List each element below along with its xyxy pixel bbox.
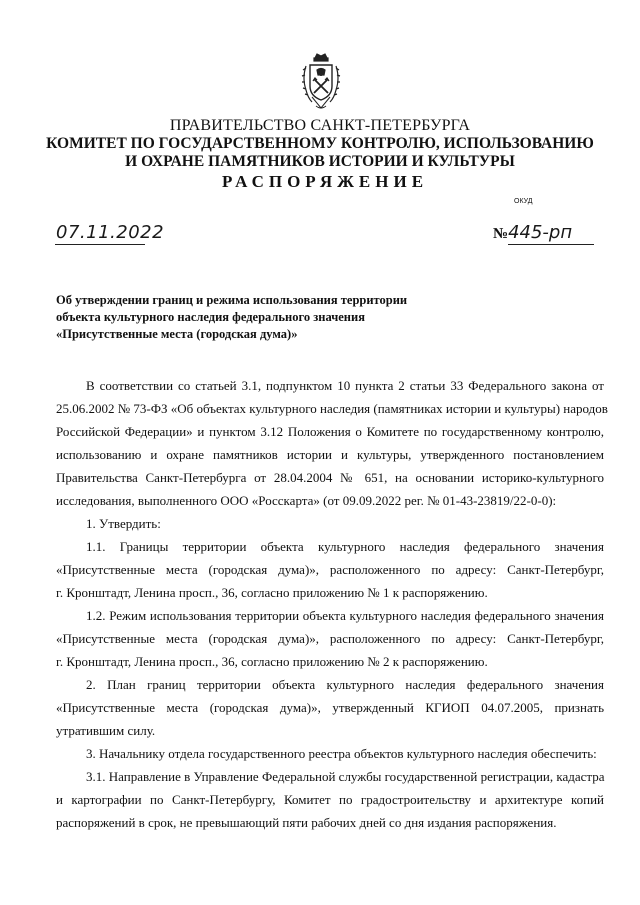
title-line: объекта культурного наследия федерального значения: [56, 310, 365, 324]
body-line: г. Кронштадт, Ленина просп., 36, согласно приложению № 2 к распоряжению.: [56, 654, 488, 669]
number-underline: [508, 244, 594, 245]
document-type: РАСПОРЯЖЕНИЕ: [221, 172, 429, 191]
body-line: утратившим силу.: [56, 723, 156, 738]
body-line: Российской Федерации» и пунктом 3.12 Положения о Комитете по государственному контролю,: [56, 424, 604, 439]
number-sign: №: [493, 226, 509, 242]
okud-label: ОКУД: [514, 198, 533, 205]
body-line: 1.1. Границы территории объекта культурного наследия федерального значения: [86, 539, 604, 554]
document-number: [493, 222, 572, 243]
body-line: 3. Начальнику отдела государственного реестра объектов культурного наследия обеспечить:: [86, 746, 597, 761]
committee-name-line-1: КОМИТЕТ ПО ГОСУДАРСТВЕННОМУ КОНТРОЛЮ, ИСПОЛЬЗОВАНИЮ: [46, 135, 594, 152]
title-line: «Присутственные места (городская дума)»: [56, 327, 298, 341]
body-line: 1. Утвердить:: [86, 516, 161, 531]
body-line: использованию и охране памятников истории и культуры, утвержденного постановлением: [56, 447, 604, 462]
body-line: 3.1. Направление в Управление Федеральной службы государственной регистрации, кадастра: [86, 769, 605, 784]
body-line: 25.06.2002 № 73-ФЗ «Об объектах культурного наследия (памятниках истории и культуры) народов: [56, 401, 608, 416]
st-petersburg-coat-of-arms-icon: [298, 52, 344, 112]
committee-name-line-2: И ОХРАНЕ ПАМЯТНИКОВ ИСТОРИИ И КУЛЬТУРЫ: [125, 153, 515, 170]
government-name: ПРАВИТЕЛЬСТВО САНКТ-ПЕТЕРБУРГА: [169, 117, 471, 134]
body-line: Правительства Санкт-Петербурга от 28.04.2004 № 651, на основании историко-культурного: [56, 470, 604, 485]
body-line: и картографии по Санкт-Петербургу, Комитет по градостроительству и архитектуре копий: [56, 792, 604, 807]
body-line: В соответствии со статьей 3.1, подпунктом 10 пункта 2 статьи 33 Федерального закона от: [86, 378, 604, 393]
body-line: «Присутственные места (городская дума)», утвержденный КГИОП 04.07.2005, признать: [56, 700, 604, 715]
body-line: 2. План границ территории объекта культурного наследия федерального значения: [86, 677, 604, 692]
body-line: распоряжений в срок, не превышающий пяти рабочих дней со дня издания распоряжения.: [56, 815, 557, 830]
body-line: г. Кронштадт, Ленина просп., 36, согласно приложению № 1 к распоряжению.: [56, 585, 488, 600]
body-line: 1.2. Режим использования территории объекта культурного наследия федерального значения: [86, 608, 604, 623]
body-line: исследования, выполненного ООО «Росскарта» (от 09.09.2022 рег. № 01-43-23819/22-0-0):: [56, 493, 557, 508]
body-line: «Присутственные места (городская дума)», расположенного по адресу: Санкт-Петербург,: [56, 562, 604, 577]
body-line: «Присутственные места (городская дума)», расположенного по адресу: Санкт-Петербург,: [56, 631, 604, 646]
document-title: [56, 292, 407, 343]
title-line: Об утверждении границ и режима использования территории: [56, 293, 408, 307]
number-value: 445-рп: [508, 222, 573, 243]
document-date: 07.11.2022: [56, 222, 165, 243]
document-body: [56, 374, 608, 834]
date-underline: [55, 244, 145, 245]
